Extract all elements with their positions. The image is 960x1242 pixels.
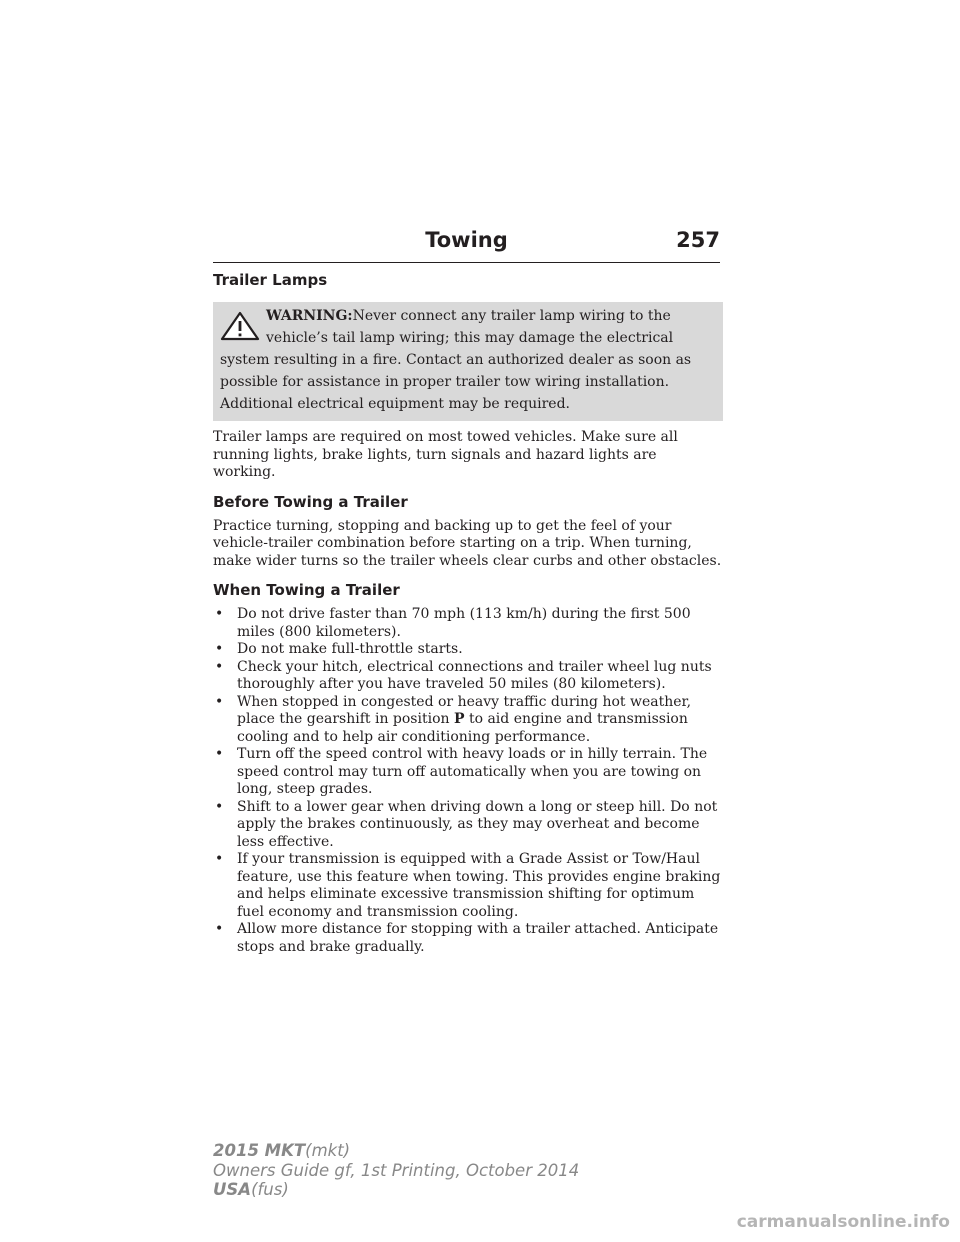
list-item: • Do not drive faster than 70 mph (113 km/h) during the first 500 miles (800 kilometers). — [215, 606, 691, 640]
before-towing-body: Practice turning, stopping and backing up to get the feel of your vehicle-trailer combination before starting on a trip. When turning, make wider turns so the trailer wheels clear curbs and other obstacles. — [213, 517, 722, 569]
list-item: • Turn off the speed control with heavy loads or in hilly terrain. The speed control may turn off automatically when you are towing on long, steep grades. — [215, 746, 708, 797]
towing-tips-list — [213, 606, 723, 956]
footer-line-market: USA(fus) — [213, 1180, 289, 1199]
footer-line-model: 2015 MKT(mkt) — [213, 1141, 351, 1160]
bullet: • — [215, 746, 224, 762]
bullet: • — [215, 606, 224, 622]
list-item: • Check your hitch, electrical connections and trailer wheel lug nuts thoroughly after you have traveled 50 miles (80 kilometers). — [215, 658, 712, 692]
warning-text: Never connect any trailer lamp wiring to the vehicle’s tail lamp wiring; this may damage the electrical system resulting in a fire. Contact an authorized dealer as soon as possible for assistance in proper trailer tow wiring installation. Additional electrical equipment may be required. — [220, 308, 692, 412]
print-footer — [213, 1141, 579, 1200]
bullet: • — [215, 921, 224, 937]
section-when-towing — [213, 580, 723, 956]
section-heading-trailer-lamps: Trailer Lamps — [213, 271, 328, 289]
page-number: 257 — [676, 228, 720, 252]
page-header — [213, 228, 720, 263]
bullet: • — [215, 658, 224, 675]
section-heading-when-towing: When Towing a Trailer — [213, 581, 400, 599]
gear-position-p: P — [453, 711, 465, 727]
chapter-title: Towing — [425, 228, 508, 252]
list-item: • Do not make full-throttle starts. — [215, 641, 463, 657]
bullet: • — [215, 798, 224, 815]
warning-label: WARNING: — [266, 308, 353, 324]
section-before-towing — [213, 492, 723, 571]
trailer-lamps-body: Trailer lamps are required on most towed vehicles. Make sure all running lights, brake lights, turn signals and hazard lights are working. — [213, 429, 678, 480]
list-item: • If your transmission is equipped with a Grade Assist or Tow/Haul feature, use this feature when towing. This provides engine braking and helps eliminate excessive transmission shifting for optimum fuel economy and transmission cooling. — [215, 851, 721, 920]
footer-line-printing: Owners Guide gf, 1st Printing, October 2014 — [213, 1160, 580, 1180]
warning-triangle-icon — [220, 311, 260, 341]
warning-box — [213, 302, 723, 421]
list-item: • When stopped in congested or heavy traffic during hot weather, place the gearshift in position P to aid engine and transmission cooling and to help air conditioning performance. — [215, 693, 692, 745]
page-content — [213, 270, 723, 956]
list-item: • Allow more distance for stopping with a trailer attached. Anticipate stops and brake gradually. — [215, 921, 719, 955]
watermark-text: carmanualsonline.info — [736, 1212, 950, 1232]
list-item: • Shift to a lower gear when driving down a long or steep hill. Do not apply the brakes continuously, as they may overheat and become less effective. — [215, 798, 718, 850]
bullet: • — [215, 693, 224, 710]
bullet: • — [215, 641, 224, 657]
bullet: • — [215, 851, 224, 867]
section-heading-before-towing: Before Towing a Trailer — [213, 492, 408, 511]
